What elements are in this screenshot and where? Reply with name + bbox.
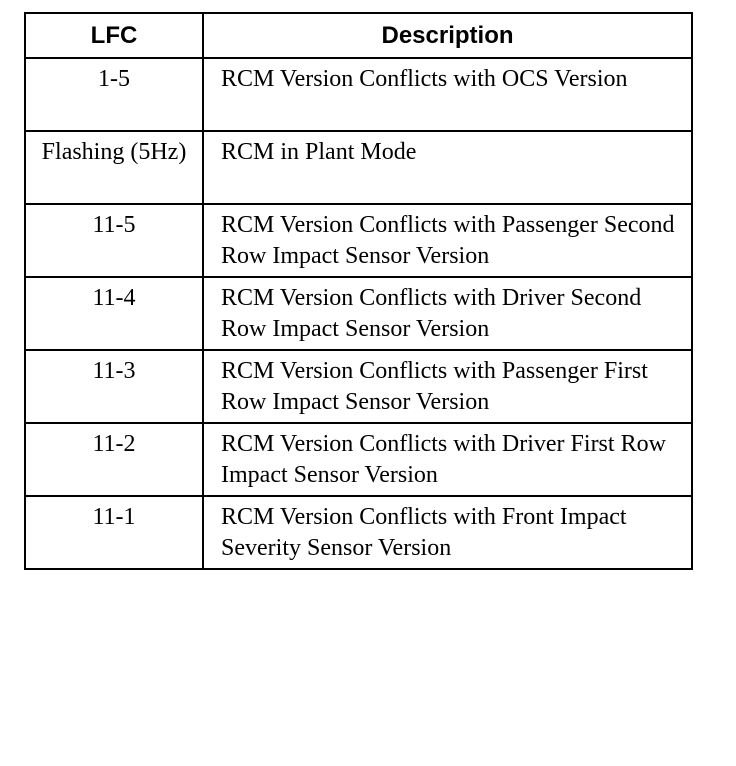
lfc-description-table [24,12,693,570]
description-cell: RCM Version Conflicts with Front Impact Severity Sensor Version [203,496,692,569]
lfc-cell: 1-5 [25,58,203,131]
table-row [25,423,692,496]
description-cell: RCM Version Conflicts with Driver Second Row Impact Sensor Version [203,277,692,350]
table-row [25,204,692,277]
table-row [25,131,692,204]
column-header-lfc: LFC [25,13,203,58]
description-cell: RCM Version Conflicts with OCS Version [203,58,692,131]
description-cell: RCM Version Conflicts with Driver First Row Impact Sensor Version [203,423,692,496]
lfc-cell: 11-3 [25,350,203,423]
lfc-cell: Flashing (5Hz) [25,131,203,204]
lfc-cell: 11-1 [25,496,203,569]
lfc-cell: 11-5 [25,204,203,277]
column-header-description: Description [203,13,692,58]
lfc-cell: 11-4 [25,277,203,350]
table-row [25,58,692,131]
table-row [25,496,692,569]
lfc-cell: 11-2 [25,423,203,496]
description-cell: RCM Version Conflicts with Passenger Second Row Impact Sensor Version [203,204,692,277]
table-row [25,350,692,423]
description-cell: RCM Version Conflicts with Passenger First Row Impact Sensor Version [203,350,692,423]
table-header-row [25,13,692,58]
table-row [25,277,692,350]
description-cell: RCM in Plant Mode [203,131,692,204]
